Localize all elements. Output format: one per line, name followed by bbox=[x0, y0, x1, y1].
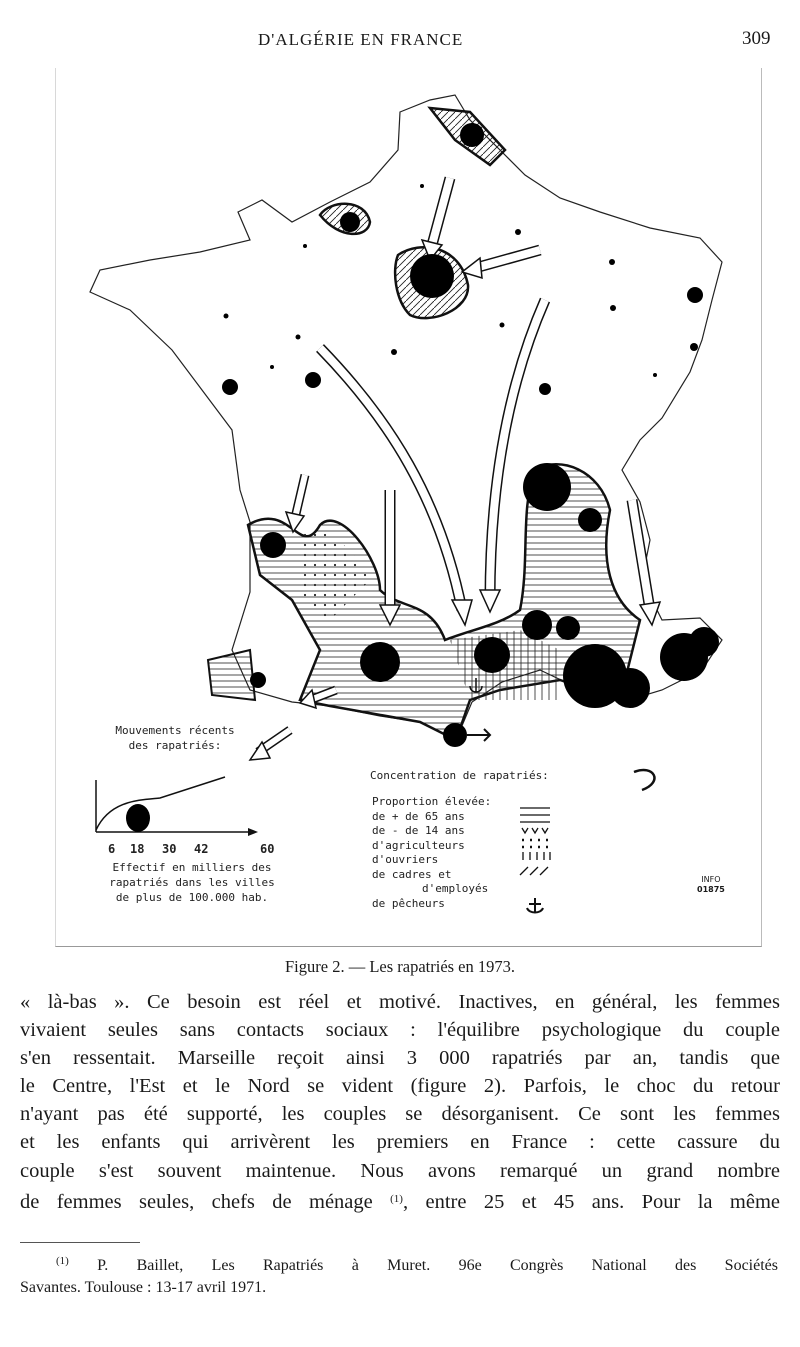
map-mark bbox=[475, 250, 540, 268]
map-mark bbox=[523, 852, 550, 860]
city-marker bbox=[500, 323, 505, 328]
text-line: le Centre, l'Est et le Nord se vident (figure 2). Parfois, le choc du retour bbox=[20, 1075, 780, 1098]
city-marker bbox=[443, 723, 467, 747]
city-marker bbox=[222, 379, 238, 395]
map-mark bbox=[432, 178, 450, 245]
city-marker bbox=[305, 372, 321, 388]
text-line: vivaient seules sans contacts sociaux : l'équilibre psychologique du couple bbox=[20, 1019, 780, 1042]
map-mark bbox=[248, 828, 258, 836]
footnote-text: Savantes. Toulouse : 13-17 avril 1971. bbox=[20, 1279, 267, 1296]
footnote-reference[interactable]: (1) bbox=[390, 1192, 403, 1205]
city-marker bbox=[610, 668, 650, 708]
city-marker bbox=[653, 373, 657, 377]
text-line: n'ayant pas été supporté, les couples se désorganisent. Ce sont les femmes bbox=[20, 1103, 780, 1126]
legend-item: de + de 65 ans bbox=[372, 809, 465, 823]
footnote bbox=[20, 1250, 778, 1299]
text-segment: de femmes seules, chefs de ménage bbox=[20, 1190, 373, 1213]
legend-item: d'employés bbox=[422, 882, 489, 895]
text-line: couple s'est souvent maintenue. Nous avons remarqué un grand nombre bbox=[20, 1159, 780, 1182]
tick-label: 6 bbox=[108, 842, 116, 856]
tick-label: 30 bbox=[162, 842, 177, 856]
city-marker bbox=[340, 212, 360, 232]
city-marker bbox=[689, 627, 719, 657]
text-line: et les enfants qui arrivèrent les premiers en France : cette cassure du bbox=[20, 1131, 780, 1154]
legend-text: Effectif en milliers des bbox=[112, 861, 272, 874]
city-marker bbox=[523, 463, 571, 511]
legend-text: rapatriés dans les villes bbox=[109, 876, 275, 889]
legend-item: de pêcheurs bbox=[372, 896, 445, 910]
map-mark bbox=[522, 828, 548, 833]
scale-caption bbox=[92, 860, 292, 905]
proportion-legend bbox=[372, 795, 491, 911]
legend-text: Mouvements récents bbox=[115, 724, 235, 737]
city-marker bbox=[296, 335, 301, 340]
credit-text: INFO bbox=[701, 875, 721, 884]
city-marker bbox=[260, 532, 286, 558]
map-mark bbox=[634, 770, 654, 790]
city-marker bbox=[391, 349, 397, 355]
legend-text: Proportion élevée: bbox=[372, 795, 492, 808]
city-marker bbox=[224, 314, 229, 319]
city-marker bbox=[515, 229, 521, 235]
footnote-marker: (1) bbox=[56, 1255, 69, 1267]
legend-item: d'ouvriers bbox=[372, 853, 439, 866]
city-marker bbox=[578, 508, 602, 532]
city-marker bbox=[474, 637, 510, 673]
city-marker bbox=[610, 305, 616, 311]
legend-item: de cadres et bbox=[372, 867, 452, 881]
legend-text: des rapatriés: bbox=[128, 739, 222, 752]
legend-item: d'agriculteurs bbox=[372, 838, 465, 852]
map-mark bbox=[522, 840, 548, 847]
text-line: « là-bas ». Ce besoin est réel et motivé. Inactives, en général, les femmes bbox=[20, 991, 780, 1013]
map-mark bbox=[480, 590, 500, 612]
tick-label: 18 bbox=[130, 842, 145, 856]
city-marker bbox=[687, 287, 703, 303]
boat-arrow bbox=[466, 729, 490, 741]
city-marker bbox=[609, 259, 615, 265]
body-text bbox=[20, 988, 780, 1216]
tick-label: 42 bbox=[194, 842, 209, 856]
text-segment: , entre 25 et 45 ans. Pour la même bbox=[402, 1190, 781, 1213]
map-mark bbox=[520, 867, 548, 875]
footnote-text: P. Baillet, Les Rapatriés à Muret. 96e Congrès National des Sociétés bbox=[97, 1257, 779, 1274]
city-marker bbox=[270, 365, 274, 369]
city-marker bbox=[410, 254, 454, 298]
city-marker bbox=[690, 343, 698, 351]
city-marker bbox=[522, 610, 552, 640]
figure-caption: Figure 2. — Les rapatriés en 1973. bbox=[284, 957, 516, 976]
map-mark bbox=[96, 777, 225, 830]
map-mark bbox=[527, 898, 543, 913]
city-marker bbox=[460, 123, 484, 147]
footnote-rule bbox=[20, 1242, 140, 1243]
aquitaine-zone bbox=[208, 650, 255, 700]
map-mark bbox=[452, 600, 472, 625]
tick-label: 60 bbox=[260, 842, 275, 856]
legend-text: de plus de 100.000 hab. bbox=[115, 891, 269, 904]
legend-item: de - de 14 ans bbox=[372, 824, 465, 837]
city-marker bbox=[420, 184, 424, 188]
city-marker bbox=[539, 383, 551, 395]
text-line bbox=[20, 1185, 780, 1216]
city-marker bbox=[360, 642, 400, 682]
text-line: s'en ressentait. Marseille reçoit ainsi 3 000 rapatriés par an, tandis que bbox=[20, 1047, 780, 1070]
credit-code: 01875 bbox=[697, 885, 725, 894]
scale-chart bbox=[96, 777, 258, 836]
page-number: 309 bbox=[742, 28, 771, 49]
legend-symbols bbox=[520, 770, 654, 913]
running-title: D'ALGÉRIE EN FRANCE bbox=[258, 30, 464, 49]
city-marker bbox=[303, 244, 307, 248]
map-mark bbox=[640, 602, 660, 625]
legend-movements bbox=[100, 723, 250, 753]
credit-logo bbox=[697, 875, 725, 895]
city-marker bbox=[556, 616, 580, 640]
concentration-title: Concentration de rapatriés: bbox=[370, 769, 549, 782]
city-marker bbox=[250, 672, 266, 688]
scale-circle bbox=[126, 804, 150, 832]
